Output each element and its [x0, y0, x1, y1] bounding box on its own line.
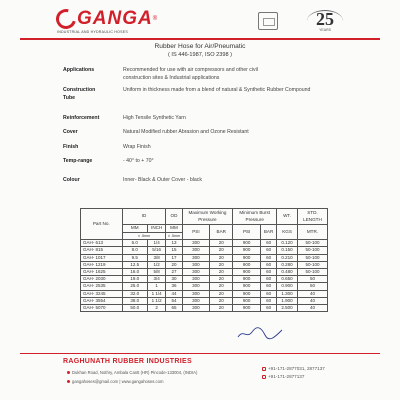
- spec-label: Temp-range: [63, 158, 93, 164]
- table-cell: 12.5: [122, 261, 147, 268]
- table-cell: 20: [210, 240, 233, 247]
- table-cell: 20: [210, 261, 233, 268]
- table-cell: 40: [297, 305, 327, 312]
- table-cell: 40: [297, 297, 327, 304]
- location-icon: [67, 371, 70, 374]
- table-cell: 27: [166, 269, 182, 276]
- table-cell: 1: [147, 283, 165, 290]
- table-cell: 50: [297, 283, 327, 290]
- logo-swoosh-icon: [52, 5, 79, 32]
- table-row: [81, 276, 328, 283]
- spec-label: Colour: [63, 177, 80, 183]
- table-cell: GAH- 2535: [81, 283, 123, 290]
- table-cell: 60: [261, 297, 277, 304]
- spec-value: Uniform in thickness made from a blend of natural & Synthetic Rubber Compound: [123, 87, 311, 93]
- table-cell: 1 1/4: [147, 290, 165, 297]
- table-cell: 50.0: [122, 305, 147, 312]
- company-email: gangahoses@gmail.com | www.gangahoses.com: [67, 379, 163, 384]
- spec-label: Reinforcement: [63, 115, 100, 121]
- table-cell: 0.650: [277, 276, 298, 283]
- table-cell: 60: [261, 240, 277, 247]
- table-cell: 32.0: [122, 290, 147, 297]
- table-cell: 36: [166, 283, 182, 290]
- header-divider: [20, 38, 380, 40]
- table-cell: 0.900: [277, 283, 298, 290]
- table-cell: 9.5: [122, 254, 147, 261]
- table-cell: 6.0: [122, 240, 147, 247]
- spec-value: Wrap Finish: [123, 144, 151, 150]
- table-cell: 300: [182, 276, 210, 283]
- anniversary-label: YEARS: [319, 28, 331, 32]
- table-cell: 50-100: [297, 240, 327, 247]
- table-cell: 3/4: [147, 276, 165, 283]
- table-row: [81, 297, 328, 304]
- table-cell: GAH- 5070: [81, 305, 123, 312]
- spec-value: Inner- Black & Outer Cover - black: [123, 177, 202, 183]
- logo-brand: GANGA: [77, 8, 153, 29]
- table-cell: 900: [233, 261, 261, 268]
- col-min-bp: Minimum Burst Pressure: [233, 209, 277, 225]
- table-cell: 900: [233, 290, 261, 297]
- table-cell: 20: [166, 261, 182, 268]
- table-cell: 50-100: [297, 261, 327, 268]
- table-cell: 60: [261, 247, 277, 254]
- table-cell: 5/8: [147, 269, 165, 276]
- table-cell: 60: [261, 305, 277, 312]
- table-cell: 300: [182, 254, 210, 261]
- table-cell: GAH- 1017: [81, 254, 123, 261]
- table-row: [81, 247, 328, 254]
- table-header-row: [81, 209, 328, 225]
- table-cell: GAH- 3245: [81, 290, 123, 297]
- table-cell: 1/2: [147, 261, 165, 268]
- table-cell: 900: [233, 297, 261, 304]
- table-cell: GAH- 3554: [81, 297, 123, 304]
- spec-label: Construction Tube: [63, 87, 96, 101]
- table-cell: 3/8: [147, 254, 165, 261]
- table-cell: 900: [233, 269, 261, 276]
- col-wt: WT.: [277, 209, 298, 225]
- table-cell: 60: [261, 261, 277, 268]
- table-row: [81, 254, 328, 261]
- spec-value: Natural Modified rubber Abrasion and Ozone Resistant: [123, 129, 249, 135]
- table-cell: 19.0: [122, 276, 147, 283]
- table-cell: 20: [210, 290, 233, 297]
- table-cell: 300: [182, 269, 210, 276]
- table-cell: GAH- 1219: [81, 261, 123, 268]
- table-cell: 25.0: [122, 283, 147, 290]
- table-cell: 60: [261, 269, 277, 276]
- anniversary-badge: [305, 10, 345, 40]
- table-tolerance-row: ± .5mm ± .5mm: [81, 233, 328, 240]
- table-cell: 20: [210, 276, 233, 283]
- col-part-no: Part No.: [81, 209, 123, 240]
- table-cell: 5/16: [147, 247, 165, 254]
- table-cell: 300: [182, 247, 210, 254]
- col-max-wp: Maximum Working Pressure: [182, 209, 233, 225]
- table-cell: 1/4: [147, 240, 165, 247]
- spec-value: Recommended for use with air compressors and other civil construction sites & Industrial applications: [123, 67, 258, 81]
- table-cell: 13: [166, 240, 182, 247]
- fax-icon: [262, 375, 266, 379]
- phone-icon: [262, 367, 266, 371]
- table-cell: 60: [261, 276, 277, 283]
- ganga-logo: GANGA ®: [56, 6, 157, 32]
- product-standard: ( IS 446-1987, ISO 2398 ): [167, 52, 233, 58]
- table-cell: 20: [210, 283, 233, 290]
- table-cell: 900: [233, 240, 261, 247]
- table-cell: 0.480: [277, 269, 298, 276]
- table-cell: GAH- 2030: [81, 276, 123, 283]
- col-id: ID: [122, 209, 166, 225]
- table-cell: 20: [210, 254, 233, 261]
- table-row: [81, 261, 328, 268]
- company-name: RAGHUNATH RUBBER INDUSTRIES: [63, 358, 192, 365]
- signature-mark: [235, 325, 285, 341]
- table-cell: 900: [233, 247, 261, 254]
- footer-divider: [20, 353, 380, 354]
- table-row: [81, 240, 328, 247]
- spec-label: Finish: [63, 144, 79, 150]
- table-cell: 0.280: [277, 261, 298, 268]
- table-subheader-row: MM INCH MM PSI BAR PSI BAR KGS MTR.: [81, 225, 328, 233]
- spec-value: High Tensile Synthetic Yarn: [123, 115, 186, 121]
- table-cell: 0.150: [277, 247, 298, 254]
- spec-applications: [63, 66, 363, 82]
- table-cell: 20: [210, 269, 233, 276]
- table-cell: 20: [210, 247, 233, 254]
- table-cell: GAH- 613: [81, 240, 123, 247]
- anniversary-number: 25: [316, 9, 334, 29]
- table-cell: 900: [233, 276, 261, 283]
- table-cell: 60: [261, 290, 277, 297]
- table-cell: 300: [182, 283, 210, 290]
- company-address: Dukhan Road, Nothry, Ambala Cantt (HR) Pincode-133004, (INDIA): [67, 370, 197, 375]
- table-cell: 1.900: [277, 297, 298, 304]
- table-cell: 60: [261, 254, 277, 261]
- table-cell: 0.210: [277, 254, 298, 261]
- table-cell: 30: [166, 276, 182, 283]
- table-row: [81, 290, 328, 297]
- table-cell: 900: [233, 305, 261, 312]
- table-cell: GAH- 1625: [81, 269, 123, 276]
- spec-value: - 40° to + 70°: [123, 158, 154, 164]
- table-cell: 38.0: [122, 297, 147, 304]
- table-cell: 8.0: [122, 247, 147, 254]
- spec-construction: [63, 86, 363, 102]
- table-cell: 54: [166, 297, 182, 304]
- table-cell: 1.300: [277, 290, 298, 297]
- table-cell: 40: [297, 290, 327, 297]
- certification-badge-icon: [258, 12, 278, 30]
- table-cell: 50: [297, 276, 327, 283]
- table-cell: 16.0: [122, 269, 147, 276]
- table-cell: 300: [182, 240, 210, 247]
- table-cell: 50-100: [297, 269, 327, 276]
- table-cell: 60: [261, 283, 277, 290]
- table-cell: 2.500: [277, 305, 298, 312]
- table-body: [81, 240, 328, 312]
- table-cell: 20: [210, 305, 233, 312]
- spec-label: Applications: [63, 67, 95, 73]
- table-row: [81, 305, 328, 312]
- table-cell: 2: [147, 305, 165, 312]
- table-cell: 44: [166, 290, 182, 297]
- table-cell: 300: [182, 290, 210, 297]
- logo-tagline: INDUSTRIAL AND HYDRAULIC HOSES: [57, 30, 128, 34]
- table-cell: 15: [166, 247, 182, 254]
- product-title: Rubber Hose for Air/Pneumatic: [154, 43, 246, 50]
- spec-label: Cover: [63, 129, 78, 135]
- table-cell: GAH- 815: [81, 247, 123, 254]
- table-cell: 20: [210, 297, 233, 304]
- col-std-length: STD. LENGTH: [297, 209, 327, 225]
- table-cell: 1 1/2: [147, 297, 165, 304]
- email-icon: [67, 380, 70, 383]
- table-row: [81, 269, 328, 276]
- table-cell: 65: [166, 305, 182, 312]
- table-cell: 50-100: [297, 254, 327, 261]
- table-cell: 900: [233, 283, 261, 290]
- company-fax: +91-171-2877137: [262, 374, 304, 379]
- table-row: [81, 283, 328, 290]
- table-cell: 50-100: [297, 247, 327, 254]
- col-od: OD: [166, 209, 182, 225]
- product-table: [80, 208, 328, 312]
- table-cell: 900: [233, 254, 261, 261]
- table-cell: 300: [182, 305, 210, 312]
- table-cell: 300: [182, 297, 210, 304]
- table-cell: 300: [182, 261, 210, 268]
- table-cell: 0.120: [277, 240, 298, 247]
- company-phone: +91-171-2877031, 2877137: [262, 366, 325, 371]
- table-cell: 17: [166, 254, 182, 261]
